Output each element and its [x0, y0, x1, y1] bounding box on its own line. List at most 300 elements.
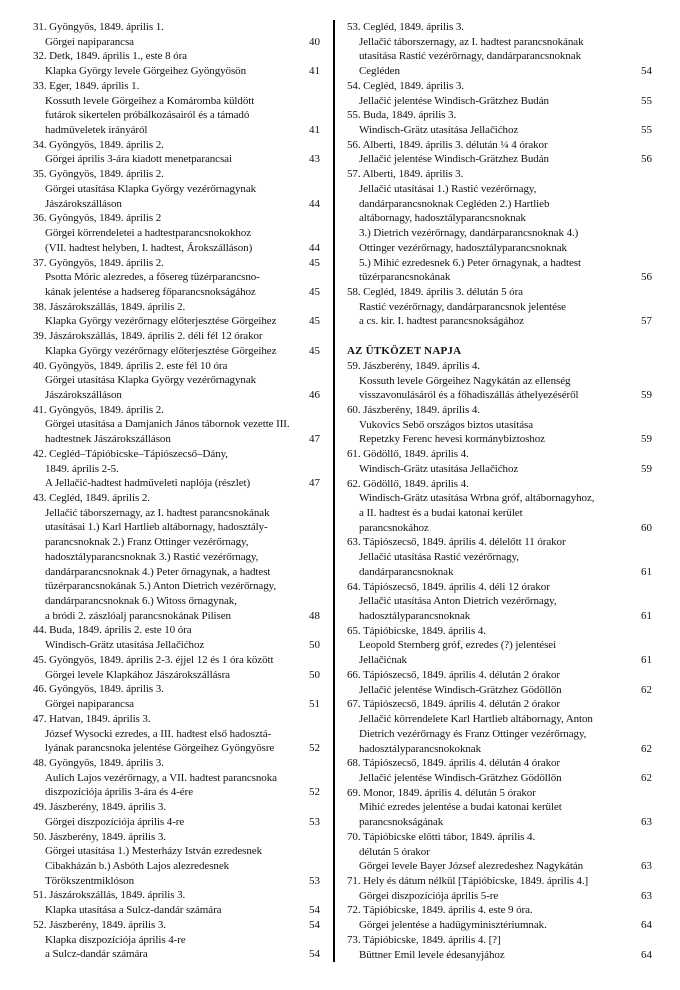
toc-line-text: Jellačić táborszernagy, az I. hadtest parancsnokának — [359, 35, 584, 48]
toc-line — [347, 948, 652, 963]
toc-entry — [347, 20, 652, 79]
toc-line-text: 44. Buda, 1849. április 2. este 10 óra — [33, 624, 192, 637]
toc-line-text: Görgei levele Klapkához Jászárokszállásra — [45, 668, 230, 681]
toc-line — [33, 226, 320, 241]
toc-line — [347, 550, 652, 565]
toc-line-text: 3.) Dietrich vezérőrnagy, dandárparancsnoknak 4.) — [359, 227, 579, 240]
toc-line-text: Jászárokszálláson — [45, 197, 122, 210]
toc-line — [33, 20, 320, 35]
toc-line — [33, 79, 320, 94]
toc-line-text: (VII. hadtest helyben, I. hadtest, Árokszálláson) — [45, 241, 253, 254]
toc-line — [33, 609, 320, 624]
toc-line — [33, 462, 320, 477]
toc-line — [33, 476, 320, 491]
toc-line — [347, 712, 652, 727]
toc-entry — [33, 300, 320, 329]
toc-line-text: Aulich Lajos vezérőrnagy, a VII. hadtest parancsnoka — [45, 771, 277, 784]
toc-line — [347, 830, 652, 845]
toc-line-text: József Wysocki ezredes, a III. hadtest első hadosztá- — [45, 727, 272, 740]
toc-line — [347, 845, 652, 860]
toc-line-text: futárok sikertelen próbálkozásairól és a támadó — [45, 109, 250, 122]
toc-line-text: a II. hadtest és a budai katonai kerület — [359, 507, 523, 519]
page-number: 54 — [309, 904, 320, 917]
toc-line-text: Windisch-Grätz utasítása Wrbna gróf, altábornagyhoz, — [359, 492, 595, 505]
toc-line-text: 73. Tápióbicske, 1849. április 4. [?] — [347, 933, 501, 946]
toc-line-text: 34. Gyöngyös, 1849. április 2. — [33, 138, 164, 151]
toc-line — [347, 108, 652, 123]
toc-line — [347, 756, 652, 771]
toc-line — [347, 903, 652, 918]
toc-entry — [347, 830, 652, 874]
toc-entry — [347, 697, 652, 756]
toc-line — [33, 520, 320, 535]
toc-line — [347, 477, 652, 492]
toc-line — [33, 653, 320, 668]
toc-line — [347, 874, 652, 889]
toc-line-text: Törökszentmiklóson — [45, 874, 134, 887]
toc-line-text: 51. Jászárokszállás, 1849. április 3. — [33, 889, 186, 902]
toc-line — [347, 594, 652, 609]
toc-line — [347, 432, 652, 447]
toc-line-text: Cibakházán b.) Asbóth Lajos alezredesnek — [45, 859, 230, 872]
toc-line — [347, 182, 652, 197]
toc-line-text: dandárparancsnoknak 4.) Peter őrnagynak, a hadtest — [45, 565, 271, 578]
page-number: 47 — [309, 433, 320, 446]
page-number: 55 — [641, 124, 652, 137]
toc-entry — [33, 403, 320, 447]
toc-line — [33, 874, 320, 889]
toc-line — [347, 403, 652, 418]
toc-line-text: 50. Jászberény, 1849. április 3. — [33, 830, 166, 843]
page-number: 62 — [641, 771, 652, 784]
toc-line-text: Görgei napiparancsa — [45, 35, 134, 48]
toc-line-text: 39. Jászárokszállás, 1849. április 2. déli fél 12 órakor — [33, 330, 263, 343]
page-number: 64 — [641, 948, 652, 961]
toc-line-text: Rastić vezérőrnagy, dandárparancsnok jelentése — [359, 300, 566, 313]
toc-line — [33, 668, 320, 683]
toc-line — [33, 491, 320, 506]
toc-entry — [347, 447, 652, 476]
toc-line — [347, 697, 652, 712]
toc-entry — [33, 20, 320, 49]
page-number: 63 — [641, 889, 652, 902]
toc-line-text: Görgei diszpozíciója április 4-re — [45, 815, 185, 828]
page-number: 54 — [309, 918, 320, 931]
toc-line-text: 62. Gödöllő, 1849. április 4. — [347, 477, 469, 490]
toc-line-text: 31. Gyöngyös, 1849. április 1. — [33, 21, 164, 33]
toc-entry — [347, 903, 652, 932]
toc-line-text: Windisch-Grätz utasítása Jellačićhoz — [45, 639, 205, 652]
toc-line — [33, 918, 320, 933]
toc-line-text: 46. Gyöngyös, 1849. április 3. — [33, 683, 164, 696]
toc-line — [33, 388, 320, 403]
toc-line-text: 47. Hatvan, 1849. április 3. — [33, 712, 151, 725]
toc-line — [347, 800, 652, 815]
toc-line — [347, 211, 652, 226]
toc-line — [33, 167, 320, 182]
page-number: 50 — [309, 639, 320, 652]
toc-line-text: tüzérparancsnokának 5.) Anton Dietrich vezérőrnagy, — [45, 580, 276, 593]
toc-line-text: Kossuth levele Görgeihez Nagykátán az ellenség — [359, 374, 571, 387]
toc-entry — [33, 256, 320, 300]
toc-line-text: dandárparancsnoknak 6.) Witoss őrnagynak, — [45, 595, 237, 608]
toc-line — [347, 462, 652, 477]
toc-entry — [347, 138, 652, 167]
toc-line — [33, 94, 320, 109]
toc-line — [347, 79, 652, 94]
toc-line — [33, 756, 320, 771]
toc-entry — [33, 138, 320, 167]
toc-line — [347, 314, 652, 329]
page-number: 61 — [641, 565, 652, 578]
toc-line — [347, 565, 652, 580]
toc-line-text: 70. Tápióbicske előtti tábor, 1849. április 4. — [347, 830, 536, 843]
toc-line — [33, 314, 320, 329]
page-number: 64 — [641, 919, 652, 932]
page-number: 50 — [309, 668, 320, 681]
toc-line-text: Repetzky Ferenc hevesi kormánybiztoshoz — [359, 433, 545, 446]
toc-line — [33, 682, 320, 697]
toc-line — [33, 947, 320, 962]
toc-line — [33, 594, 320, 609]
toc-line — [33, 535, 320, 550]
toc-line — [33, 182, 320, 197]
toc-line-text: Kossuth levele Görgeihez a Komáromba küldött — [45, 94, 255, 107]
toc-line — [347, 918, 652, 933]
toc-line — [33, 344, 320, 359]
toc-line — [347, 786, 652, 801]
page-number: 45 — [309, 315, 320, 328]
toc-line — [33, 108, 320, 123]
page-number: 62 — [641, 742, 652, 755]
toc-line — [347, 388, 652, 403]
toc-entry — [347, 580, 652, 624]
toc-line — [347, 94, 652, 109]
toc-line — [347, 64, 652, 79]
toc-line — [33, 35, 320, 50]
page-number: 41 — [309, 124, 320, 137]
toc-line — [33, 727, 320, 742]
toc-line-text: Klapka György levele Görgeihez Gyöngyösön — [45, 65, 246, 78]
toc-line — [347, 374, 652, 389]
toc-line-text: utasításai 1.) Karl Hartlieb altábornagy, hadosztály- — [45, 521, 268, 534]
toc-line-text: Jellačić utasítása Anton Dietrich vezérőrnagy, — [359, 595, 557, 608]
toc-line-text: hadműveletek irányáról — [45, 124, 148, 137]
toc-line-text: hadosztályparancsnoknak — [359, 610, 471, 623]
toc-line — [347, 889, 652, 904]
page-number: 40 — [309, 35, 320, 48]
toc-line-text: Klapka utasítása a Sulcz-dandár számára — [45, 904, 222, 917]
toc-entry — [33, 79, 320, 138]
page-number: 41 — [309, 65, 320, 78]
toc-line-text: 55. Buda, 1849. április 3. — [347, 109, 457, 122]
toc-line-text: Jellačić jelentése Windisch-Grätzhez Budán — [359, 94, 549, 107]
toc-line — [347, 933, 652, 948]
toc-entry — [347, 756, 652, 785]
toc-line — [347, 491, 652, 506]
toc-column-right — [347, 20, 652, 962]
toc-line — [33, 373, 320, 388]
toc-line — [347, 624, 652, 639]
page-number: 53 — [309, 815, 320, 828]
page-number: 59 — [641, 433, 652, 446]
toc-line — [347, 727, 652, 742]
toc-line — [33, 844, 320, 859]
toc-line — [347, 123, 652, 138]
toc-line — [347, 506, 652, 521]
toc-line — [33, 623, 320, 638]
page-number: 63 — [641, 860, 652, 873]
toc-line-text: lyának parancsnoka jelentése Görgeihez Gyöngyösre — [45, 742, 275, 755]
toc-line-text: Cegléden — [359, 65, 400, 78]
toc-line-text: Windisch-Grätz utasítása Jellačićhoz — [359, 462, 519, 475]
toc-line-text: A Jellačić-hadtest hadműveleti naplója (részlet) — [45, 477, 251, 490]
toc-line-text: 45. Gyöngyös, 1849. április 2-3. éjjel 12 és 1 óra között — [33, 653, 274, 666]
toc-line-text: Windisch-Grätz utasítása Jellačićhoz — [359, 124, 519, 137]
toc-line — [33, 697, 320, 712]
toc-line-text: 64. Tápiószecső, 1849. április 4. déli 12 órakor — [347, 580, 550, 593]
toc-line-text: 66. Tápiószecső, 1849. április 4. délután 2 órakor — [347, 668, 560, 681]
toc-line — [347, 197, 652, 212]
toc-line — [33, 638, 320, 653]
toc-line-text: hadtestnek Jászárokszálláson — [45, 433, 171, 446]
toc-line — [347, 609, 652, 624]
toc-line-text: 65. Tápióbicske, 1849. április 4. — [347, 624, 486, 637]
toc-entry — [347, 874, 652, 903]
toc-line-text: hadosztályparancsnokoknak — [359, 742, 482, 755]
toc-line — [347, 256, 652, 271]
toc-line — [347, 20, 652, 35]
page-number: 54 — [641, 65, 652, 78]
page-number: 44 — [309, 197, 320, 210]
toc-line — [33, 197, 320, 212]
toc-line-text: Jellačić jelentése Windisch-Grätzhez Gödöllőn — [359, 771, 562, 784]
toc-line-text: 59. Jászberény, 1849. április 4. — [347, 359, 480, 372]
toc-line-text: 53. Cegléd, 1849. április 3. — [347, 21, 464, 33]
toc-line-text: Jellačić táborszernagy, az I. hadtest parancsnokának — [45, 506, 270, 519]
toc-line-text: 61. Gödöllő, 1849. április 4. — [347, 448, 469, 461]
page-number: 63 — [641, 816, 652, 829]
page-number: 45 — [309, 256, 320, 269]
toc-entry — [33, 830, 320, 889]
toc-line — [33, 138, 320, 153]
toc-line — [33, 712, 320, 727]
toc-line — [33, 270, 320, 285]
page-number: 52 — [309, 786, 320, 799]
page-number: 45 — [309, 344, 320, 357]
toc-line — [347, 241, 652, 256]
toc-line-text: visszavonulásáról és a főhadiszállás áthelyezéséről — [359, 389, 579, 402]
toc-line-text: 1849. április 2-5. — [45, 462, 119, 475]
toc-line — [347, 285, 652, 300]
toc-line — [347, 226, 652, 241]
toc-entry — [347, 167, 652, 285]
toc-line-text: Görgei április 3-ára kiadott menetparancsai — [45, 153, 232, 166]
toc-entry — [347, 79, 652, 108]
toc-line-text: a cs. kir. I. hadtest parancsnokságához — [359, 315, 524, 328]
column-divider — [333, 20, 335, 962]
toc-line-text: Görgei utasítása 1.) Mesterházy István ezredesnek — [45, 845, 263, 858]
toc-line — [347, 580, 652, 595]
toc-entry — [347, 624, 652, 668]
toc-entry — [33, 712, 320, 756]
toc-entry — [33, 918, 320, 962]
toc-line-text: 43. Cegléd, 1849. április 2. — [33, 492, 150, 504]
toc-line — [33, 285, 320, 300]
toc-line-text: 63. Tápiószecső, 1849. április 4. délelőtt 11 órakor — [347, 536, 566, 549]
toc-line — [33, 403, 320, 418]
toc-line-text: 5.) Mihić ezredesnek 6.) Peter őrnagynak, a hadtest — [359, 256, 581, 269]
toc-line-text: 68. Tápiószecső, 1849. április 4. délután 4 órakor — [347, 757, 560, 770]
toc-entry — [347, 477, 652, 536]
toc-line-text: Görgei jelentése a hadügyminisztériumnak. — [359, 919, 547, 932]
toc-entry — [33, 491, 320, 623]
toc-line-text: Psotta Móric alezredes, a fősereg tüzérparancsno- — [45, 271, 260, 284]
toc-line-text: Görgei utasítása Klapka György vezérőrnagynak — [45, 374, 257, 387]
toc-entry — [33, 623, 320, 652]
toc-entry — [33, 888, 320, 917]
toc-line-text: diszpozíciója április 3-ára és 4-ére — [45, 786, 193, 799]
toc-entry — [347, 285, 652, 329]
toc-line-text: 69. Monor, 1849. április 4. délután 5 órakor — [347, 786, 536, 799]
toc-line-text: 56. Alberti, 1849. április 3. délután ¼ 4 órakor — [347, 138, 548, 151]
toc-line — [33, 800, 320, 815]
toc-line-text: Klapka György vezérőrnagy előterjesztése Görgeihez — [45, 344, 277, 357]
page-number: 54 — [309, 948, 320, 961]
toc-line-text: a bródi 2. zászlóalj parancsnokának Pilisen — [45, 609, 231, 622]
toc-line-text: Görgei körrendeletei a hadtestparancsnokokhoz — [45, 227, 252, 240]
page-number: 45 — [309, 285, 320, 298]
page-number: 48 — [309, 609, 320, 622]
toc-line — [347, 152, 652, 167]
toc-line — [33, 417, 320, 432]
toc-line-text: 37. Gyöngyös, 1849. április 2. — [33, 256, 164, 269]
page-number: 51 — [309, 698, 320, 711]
toc-line-text: altábornagy, hadosztályparancsnoknak — [359, 212, 526, 225]
toc-line — [33, 741, 320, 756]
toc-line-text: Ottinger vezérőrnagy, hadosztályparancsnoknak — [359, 241, 567, 254]
toc-line — [33, 933, 320, 948]
toc-entry — [33, 167, 320, 211]
toc-line — [33, 256, 320, 271]
toc-line — [347, 535, 652, 550]
toc-line — [33, 815, 320, 830]
toc-entry — [347, 535, 652, 579]
toc-line — [347, 270, 652, 285]
toc-line-text: 71. Hely és dátum nélkül [Tápióbicske, 1849. április 4.] — [347, 874, 589, 887]
toc-entry — [33, 800, 320, 829]
toc-line — [347, 653, 652, 668]
toc-entry — [33, 447, 320, 491]
toc-line — [33, 432, 320, 447]
toc-line-text: 48. Gyöngyös, 1849. április 3. — [33, 756, 164, 769]
page-number: 61 — [641, 610, 652, 623]
page-number: 53 — [309, 874, 320, 887]
toc-line-text: Görgei diszpozíciója április 5-re — [359, 889, 499, 902]
toc-line-text: 35. Gyöngyös, 1849. április 2. — [33, 168, 164, 181]
toc-line-text: 52. Jászberény, 1849. április 3. — [33, 918, 166, 931]
toc-line — [33, 771, 320, 786]
toc-line — [33, 903, 320, 918]
toc-line — [347, 35, 652, 50]
page-number: 59 — [641, 389, 652, 402]
toc-line-text: 58. Cegléd, 1849. április 3. délután 5 óra — [347, 285, 523, 298]
toc-entry — [33, 211, 320, 255]
toc-line-text: hadosztályparancsnoknak 3.) Rastić vezérőrnagy, — [45, 550, 259, 563]
toc-line-text: Klapka diszpozíciója április 4-re — [45, 933, 186, 946]
toc-line-text: Mihić ezredes jelentése a budai katonai kerület — [359, 801, 562, 814]
section-heading: AZ ÜTKÖZET NAPJA — [347, 345, 462, 358]
page-number: 56 — [641, 153, 652, 166]
toc-entry — [347, 668, 652, 697]
toc-line-text: 41. Gyöngyös, 1849. április 2. — [33, 403, 164, 416]
toc-line — [33, 506, 320, 521]
toc-line — [33, 579, 320, 594]
toc-line-text: 72. Tápióbicske, 1849. április 4. este 9 óra. — [347, 904, 533, 917]
toc-line-text: Jellačić jelentése Windisch-Grätzhez Budán — [359, 153, 549, 166]
toc-line-text: 42. Cegléd–Tápióbicske–Tápiószecső–Dány, — [33, 447, 228, 460]
toc-entry — [347, 403, 652, 447]
toc-line-text: Jellačićnak — [359, 654, 407, 667]
toc-line-text: délután 5 órakor — [359, 845, 430, 858]
page-number: 44 — [309, 241, 320, 254]
page-number: 52 — [309, 742, 320, 755]
toc-line-text: Görgei napiparancsa — [45, 698, 134, 711]
toc-line-text: 49. Jászberény, 1849. április 3. — [33, 801, 166, 814]
toc-entry — [33, 359, 320, 403]
toc-entry — [347, 933, 652, 962]
toc-line-text: Jellačić jelentése Windisch-Grätzhez Gödöllőn — [359, 683, 562, 696]
toc-line-text: parancsnoknak 2.) Franz Ottinger vezérőrnagy, — [45, 536, 249, 549]
toc-line — [347, 683, 652, 698]
toc-line — [347, 771, 652, 786]
toc-line — [347, 418, 652, 433]
toc-line-text: parancsnokához — [359, 521, 429, 534]
toc-line — [33, 152, 320, 167]
toc-line — [33, 211, 320, 226]
toc-line — [33, 550, 320, 565]
toc-line — [347, 668, 652, 683]
toc-line-text: utasítása Rastić vezérőrnagy, dandárparancsnoknak — [359, 50, 581, 63]
toc-entry — [347, 108, 652, 137]
toc-line-text: parancsnokságának — [359, 816, 444, 829]
page-number: 56 — [641, 271, 652, 284]
page-number: 46 — [309, 388, 320, 401]
toc-line — [33, 241, 320, 256]
toc-line-text: dandárparancsnoknak — [359, 565, 454, 578]
toc-line — [347, 447, 652, 462]
toc-line-text: 36. Gyöngyös, 1849. április 2 — [33, 212, 162, 225]
toc-line — [347, 815, 652, 830]
toc-line — [33, 64, 320, 79]
toc-line-text: 57. Alberti, 1849. április 3. — [347, 168, 464, 181]
toc-line — [347, 49, 652, 64]
toc-line-text: Görgei levele Bayer József alezredeshez Nagykátán — [359, 860, 584, 873]
toc-line-text: 54. Cegléd, 1849. április 3. — [347, 79, 464, 92]
toc-entry — [347, 359, 652, 403]
toc-line — [33, 859, 320, 874]
toc-entry — [33, 682, 320, 711]
toc-line-text: Leopold Sternberg gróf, ezredes (?) jelentései — [359, 639, 557, 652]
toc-column-left — [33, 20, 320, 962]
toc-line-text: 67. Tápiószecső, 1849. április 4. délután 2 órakor — [347, 698, 560, 711]
page-number: 57 — [641, 315, 652, 328]
page-number: 61 — [641, 654, 652, 667]
toc-line-text: Büttner Emil levele édesanyjához — [359, 948, 505, 961]
toc-entry — [33, 653, 320, 682]
toc-line — [347, 638, 652, 653]
toc-line-text: dandárparancsnoknak Cegléden 2.) Hartlieb — [359, 197, 550, 210]
